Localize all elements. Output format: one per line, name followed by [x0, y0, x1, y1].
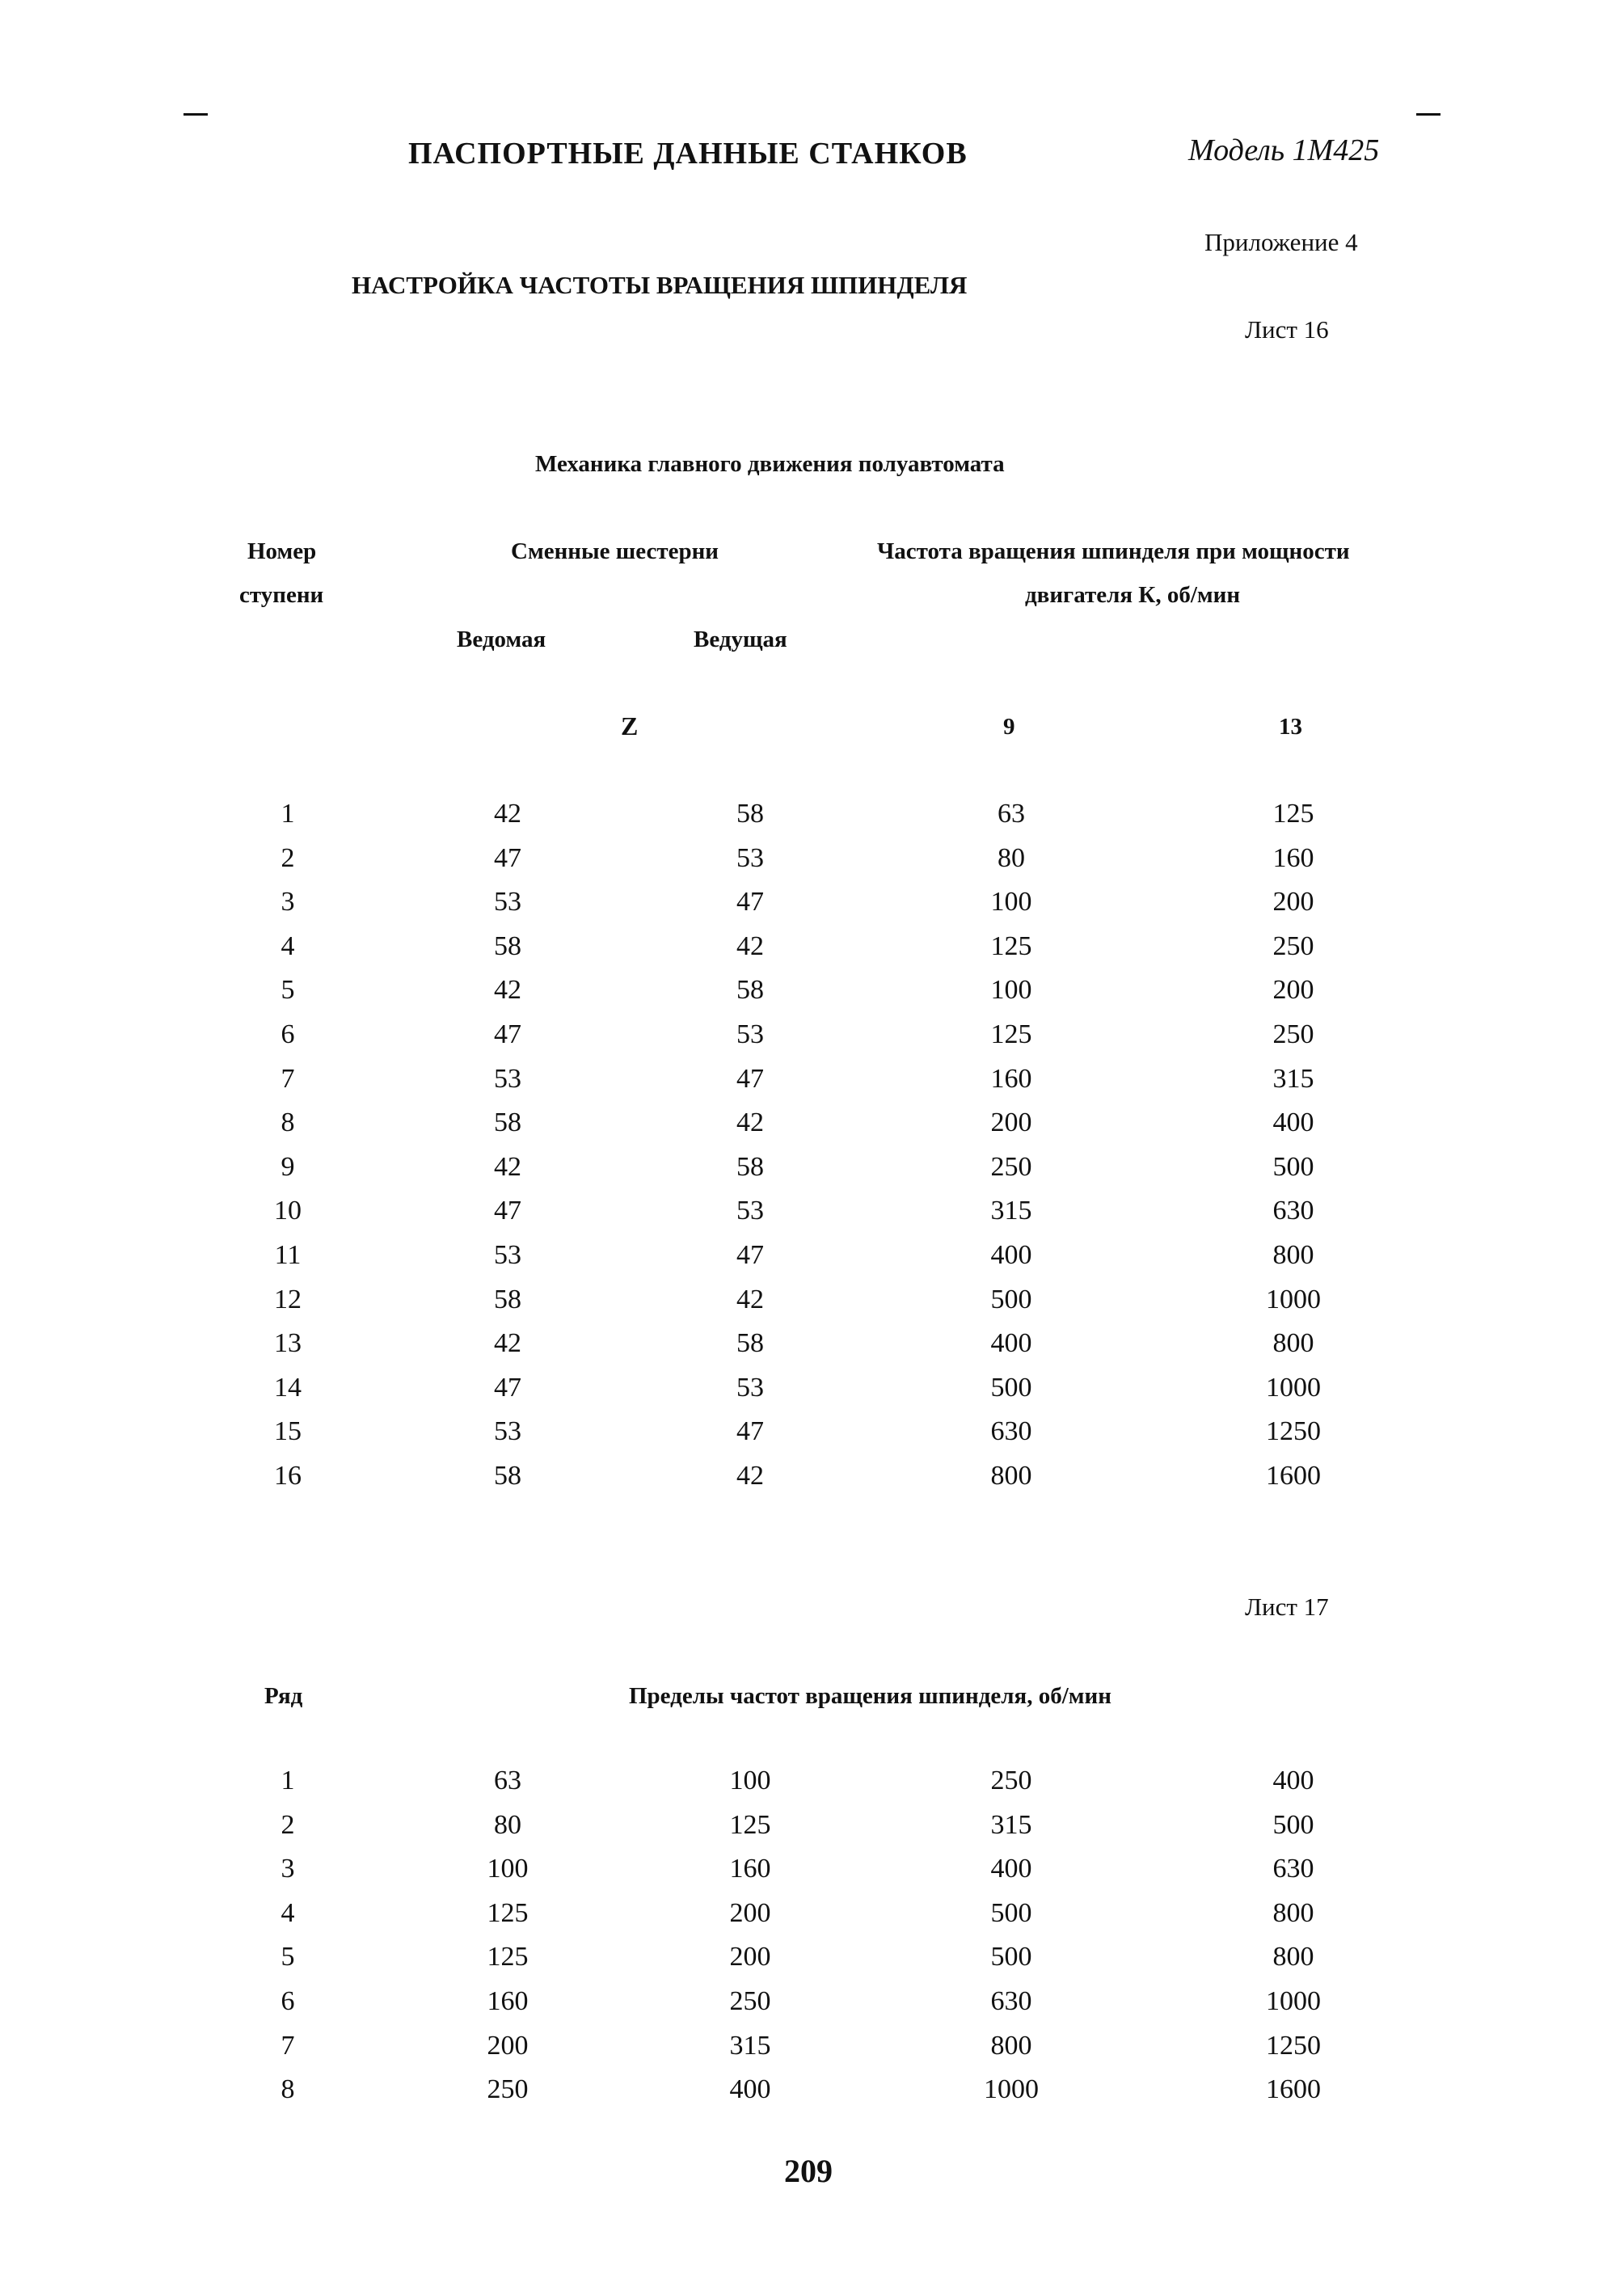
table-cell: 1600 [1266, 1461, 1321, 1491]
table-cell: 1000 [1266, 1986, 1321, 2016]
table-cell: 500 [1272, 1809, 1314, 1840]
col-row-header: Ряд [264, 1683, 303, 1709]
table-cell: 400 [1272, 1766, 1314, 1795]
table-cell: 47 [736, 1063, 764, 1094]
table-cell: 7 [281, 2030, 295, 2061]
table-cell: 4 [281, 930, 295, 961]
table-cell: 42 [736, 1108, 764, 1138]
table-cell: 80 [998, 842, 1025, 873]
table-cell: 800 [1272, 1897, 1314, 1928]
table-cell: 58 [736, 799, 764, 829]
table-cell: 100 [487, 1854, 529, 1884]
table-cell: 53 [736, 1196, 764, 1226]
col-z-header: Z [621, 711, 639, 740]
col-driving-header: Ведущая [694, 627, 787, 652]
table-cell: 200 [729, 1897, 771, 1928]
col-gears-header: Сменные шестерни [511, 538, 719, 564]
table-cell: 53 [736, 1372, 764, 1403]
sheet-16-label: Лист 16 [1245, 315, 1329, 344]
table-cell: 53 [494, 1063, 521, 1094]
table-cell: 14 [274, 1372, 302, 1403]
document-title: ПАСПОРТНЫЕ ДАННЫЕ СТАНКОВ [408, 137, 968, 171]
table-cell: 250 [1272, 1019, 1314, 1049]
col-driven-header: Ведомая [457, 627, 546, 652]
table-cell: 63 [998, 799, 1025, 829]
table-cell: 2 [281, 842, 295, 873]
table-cell: 200 [729, 1942, 771, 1972]
table-cell: 630 [990, 1416, 1032, 1447]
corner-mark-left [183, 113, 208, 116]
table-cell: 500 [1272, 1151, 1314, 1182]
table-cell: 58 [494, 1108, 521, 1138]
table-cell: 125 [1272, 799, 1314, 829]
col-freq-header-line1: Частота вращения шпинделя при мощности [877, 538, 1350, 564]
table-cell: 200 [990, 1108, 1032, 1138]
table1-caption: Механика главного движения полуавтомата [535, 451, 1005, 477]
table-cell: 53 [494, 887, 521, 918]
table-cell: 125 [990, 930, 1032, 961]
table-cell: 500 [990, 1284, 1032, 1314]
table-cell: 53 [494, 1240, 521, 1270]
model-label: Модель 1М425 [1188, 133, 1380, 167]
table-cell: 4 [281, 1897, 295, 1928]
table-cell: 47 [494, 1019, 521, 1049]
col-step-header-line1: Номер [247, 538, 317, 564]
col-k13-header: 13 [1279, 714, 1302, 740]
table-cell: 630 [990, 1986, 1032, 2016]
table-cell: 6 [281, 1986, 295, 2016]
table-cell: 47 [736, 1416, 764, 1447]
table-cell: 125 [487, 1897, 529, 1928]
table-cell: 9 [281, 1151, 295, 1182]
col-k9-header: 9 [1003, 714, 1015, 740]
table-cell: 42 [494, 1151, 521, 1182]
table-cell: 800 [1272, 1240, 1314, 1270]
table-cell: 47 [736, 1240, 764, 1270]
table-cell: 1000 [1266, 1372, 1321, 1403]
table-cell: 42 [736, 930, 764, 961]
table-cell: 500 [990, 1372, 1032, 1403]
table-cell: 100 [990, 887, 1032, 918]
table-cell: 10 [274, 1196, 302, 1226]
table-cell: 200 [1272, 887, 1314, 918]
table-cell: 2 [281, 1809, 295, 1840]
table-cell: 500 [990, 1942, 1032, 1972]
table-cell: 3 [281, 1854, 295, 1884]
table-cell: 13 [274, 1328, 302, 1359]
table-cell: 5 [281, 975, 295, 1006]
table-cell: 160 [487, 1986, 529, 2016]
col-limits-header: Пределы частот вращения шпинделя, об/мин [629, 1683, 1111, 1709]
table-cell: 400 [990, 1854, 1032, 1884]
table-cell: 6 [281, 1019, 295, 1049]
corner-mark-right [1416, 113, 1441, 116]
table-cell: 315 [990, 1196, 1032, 1226]
col-step-header-line2: ступени [239, 582, 324, 608]
table-cell: 47 [494, 842, 521, 873]
table-cell: 16 [274, 1461, 302, 1491]
table-cell: 5 [281, 1942, 295, 1972]
table-cell: 315 [1272, 1063, 1314, 1094]
table-cell: 800 [1272, 1942, 1314, 1972]
table-cell: 11 [274, 1240, 302, 1270]
table-cell: 1250 [1266, 2030, 1321, 2061]
section-title: НАСТРОЙКА ЧАСТОТЫ ВРАЩЕНИЯ ШПИНДЕЛЯ [352, 271, 968, 299]
table-cell: 47 [736, 887, 764, 918]
table-cell: 500 [990, 1897, 1032, 1928]
table-cell: 125 [990, 1019, 1032, 1049]
table-cell: 1000 [984, 2074, 1039, 2105]
table-cell: 125 [729, 1809, 771, 1840]
table-cell: 8 [281, 2074, 295, 2105]
table-cell: 3 [281, 887, 295, 918]
sheet-17-label: Лист 17 [1245, 1593, 1329, 1621]
table-cell: 12 [274, 1284, 302, 1314]
table-cell: 400 [990, 1240, 1032, 1270]
table-cell: 8 [281, 1108, 295, 1138]
table-cell: 42 [736, 1284, 764, 1314]
table-cell: 800 [990, 2030, 1032, 2061]
appendix-label: Приложение 4 [1204, 228, 1358, 256]
table-cell: 58 [736, 1328, 764, 1359]
col-freq-header-line2: двигателя К, об/мин [1025, 582, 1241, 608]
table-cell: 58 [736, 975, 764, 1006]
table-cell: 125 [487, 1942, 529, 1972]
page-number: 209 [784, 2153, 833, 2189]
table-cell: 160 [729, 1854, 771, 1884]
table-cell: 53 [736, 842, 764, 873]
table-cell: 100 [729, 1766, 771, 1795]
table-cell: 7 [281, 1063, 295, 1094]
table-cell: 315 [729, 2030, 771, 2061]
table-cell: 630 [1272, 1854, 1314, 1884]
table-cell: 15 [274, 1416, 302, 1447]
table-cell: 42 [494, 799, 521, 829]
table-cell: 80 [494, 1809, 521, 1840]
table-cell: 160 [990, 1063, 1032, 1094]
table-cell: 1 [281, 799, 295, 829]
table-cell: 1 [281, 1766, 295, 1795]
table-cell: 200 [1272, 975, 1314, 1006]
table-cell: 58 [494, 930, 521, 961]
table-cell: 100 [990, 975, 1032, 1006]
table-cell: 800 [1272, 1328, 1314, 1359]
table-cell: 53 [736, 1019, 764, 1049]
table-cell: 1000 [1266, 1284, 1321, 1314]
table-cell: 47 [494, 1196, 521, 1226]
table-cell: 630 [1272, 1196, 1314, 1226]
table-cell: 250 [990, 1151, 1032, 1182]
table-cell: 58 [736, 1151, 764, 1182]
table-cell: 400 [1272, 1108, 1314, 1138]
table-cell: 42 [494, 975, 521, 1006]
table-cell: 63 [494, 1766, 521, 1795]
table-cell: 1600 [1266, 2074, 1321, 2105]
table-cell: 800 [990, 1461, 1032, 1491]
table-cell: 400 [990, 1328, 1032, 1359]
table-cell: 250 [990, 1766, 1032, 1795]
table-cell: 315 [990, 1809, 1032, 1840]
table-cell: 250 [729, 1986, 771, 2016]
table-cell: 250 [487, 2074, 529, 2105]
table-cell: 160 [1272, 842, 1314, 873]
table-cell: 53 [494, 1416, 521, 1447]
table-cell: 47 [494, 1372, 521, 1403]
table-cell: 58 [494, 1284, 521, 1314]
table-cell: 58 [494, 1461, 521, 1491]
table-cell: 42 [736, 1461, 764, 1491]
table-cell: 400 [729, 2074, 771, 2105]
table-cell: 200 [487, 2030, 529, 2061]
table-cell: 42 [494, 1328, 521, 1359]
table-cell: 250 [1272, 930, 1314, 961]
table-cell: 1250 [1266, 1416, 1321, 1447]
